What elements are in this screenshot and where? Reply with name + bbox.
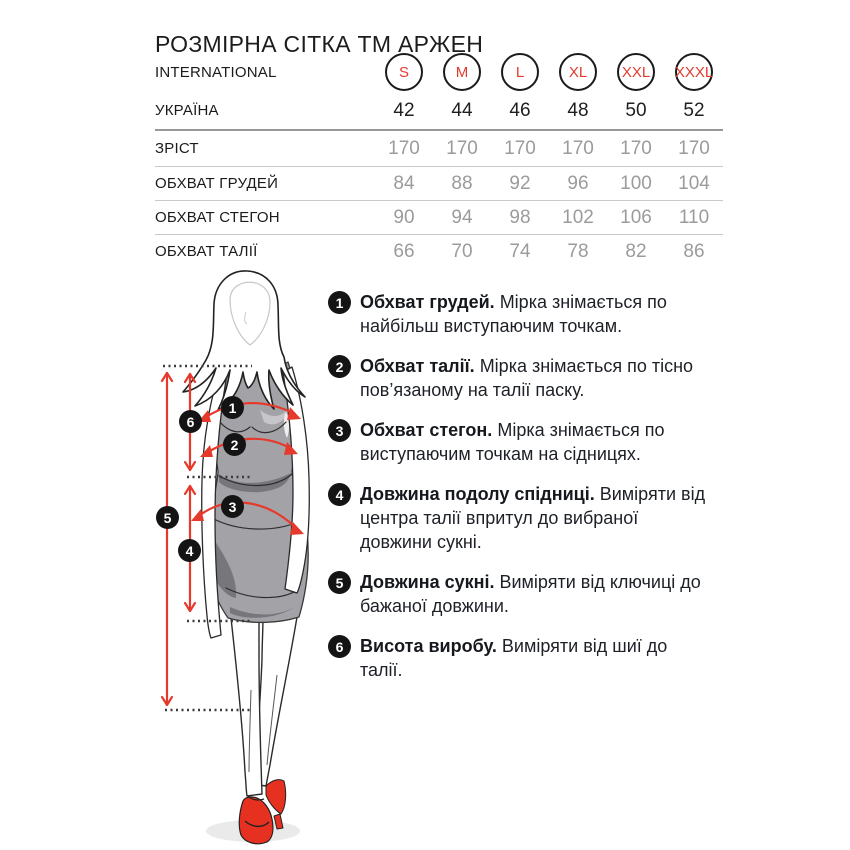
table-cell: 88	[451, 172, 473, 194]
legend-term: Довжина сукні.	[360, 572, 495, 592]
row-label: УКРАЇНА	[155, 102, 219, 119]
legend-text	[360, 418, 712, 466]
table-cell: 104	[678, 172, 710, 194]
legend-term: Довжина подолу спідниці.	[360, 484, 595, 504]
table-cell: 70	[451, 240, 473, 262]
legend-description: Мірка знімається по тісно пов’язаному на талії паску.	[360, 356, 694, 400]
size-table	[155, 52, 723, 268]
table-cell: 42	[393, 99, 415, 121]
row-label: ОБХВАТ СТЕГОН	[155, 209, 280, 226]
table-cell: 86	[683, 240, 705, 262]
table-cell: 170	[446, 137, 478, 159]
table-cell: 66	[393, 240, 415, 262]
size-circle-cell	[491, 53, 549, 91]
legend-description: Виміряти від ключиці до бажаної довжини.	[360, 572, 701, 616]
table-cell: 92	[509, 172, 531, 194]
legend-number-bullet: 1	[328, 291, 351, 314]
table-row	[155, 52, 723, 92]
table-cell: 74	[509, 240, 531, 262]
legend-text	[360, 570, 712, 618]
size-table-head	[155, 52, 723, 131]
table-row	[155, 167, 723, 201]
table-cell: 78	[567, 240, 589, 262]
row-label: ОБХВАТ ГРУДЕЙ	[155, 175, 279, 192]
legend-description: Виміряти від шиї до талії.	[360, 636, 668, 680]
row-label: ЗРІСТ	[155, 140, 199, 157]
legend-item	[328, 418, 712, 466]
legend-number-bullet: 3	[328, 419, 351, 442]
size-circle: XL	[559, 53, 597, 91]
table-row	[155, 131, 723, 167]
measurement-legend	[328, 290, 712, 682]
row-label: ОБХВАТ ТАЛІЇ	[155, 243, 258, 260]
size-circle-cell	[607, 53, 665, 91]
size-circle-cell	[665, 53, 723, 91]
size-circle: S	[385, 53, 423, 91]
legend-number-bullet: 4	[328, 483, 351, 506]
row-label: INTERNATIONAL	[155, 63, 277, 81]
figure-marker-2: 2	[223, 433, 246, 456]
table-cell: 170	[620, 137, 652, 159]
table-cell: 44	[451, 99, 473, 121]
legend-item	[328, 290, 712, 338]
figure-marker-3: 3	[221, 495, 244, 518]
table-cell: 170	[504, 137, 536, 159]
table-cell: 170	[678, 137, 710, 159]
size-circle-cell	[433, 53, 491, 91]
legend-description: Мірка знімається по найбільш виступаючим точкам.	[360, 292, 667, 336]
table-cell: 48	[567, 99, 589, 121]
table-cell: 94	[451, 206, 473, 228]
legend-term: Обхват талії.	[360, 356, 475, 376]
legend-description: Виміряти від центра талії впритул до вибраної довжини сукні.	[360, 484, 706, 552]
measurement-figure-illustration	[140, 260, 340, 850]
table-cell: 170	[562, 137, 594, 159]
size-circle-cell	[549, 53, 607, 91]
legend-term: Висота виробу.	[360, 636, 497, 656]
size-circle-cell	[375, 53, 433, 91]
table-cell: 82	[625, 240, 647, 262]
table-cell: 46	[509, 99, 531, 121]
legend-text	[360, 634, 712, 682]
legs	[231, 617, 297, 796]
table-cell: 90	[393, 206, 415, 228]
legend-term: Обхват стегон.	[360, 420, 493, 440]
figure-marker-1: 1	[221, 396, 244, 419]
figure-marker-6: 6	[179, 410, 202, 433]
legend-item	[328, 634, 712, 682]
size-circle: XXL	[617, 53, 655, 91]
legend-item	[328, 354, 712, 402]
legend-item	[328, 570, 712, 618]
size-circle: L	[501, 53, 539, 91]
table-row	[155, 201, 723, 235]
page-title: РОЗМІРНА СІТКА ТМ АРЖЕН	[155, 31, 484, 58]
size-circle: XXXL	[675, 53, 713, 91]
legend-item	[328, 482, 712, 554]
legend-text	[360, 482, 712, 554]
figure-marker-4: 4	[178, 539, 201, 562]
legend-text	[360, 354, 712, 402]
table-row	[155, 92, 723, 129]
table-cell: 110	[678, 206, 710, 228]
size-table-body	[155, 131, 723, 268]
figure-marker-5: 5	[156, 506, 179, 529]
size-circle: M	[443, 53, 481, 91]
table-cell: 170	[388, 137, 420, 159]
legend-term: Обхват грудей.	[360, 292, 495, 312]
table-cell: 106	[620, 206, 652, 228]
table-cell: 98	[509, 206, 531, 228]
table-cell: 102	[562, 206, 594, 228]
table-cell: 96	[567, 172, 589, 194]
table-cell: 84	[393, 172, 415, 194]
legend-text	[360, 290, 712, 338]
legend-description: Мірка знімається по виступаючим точкам на сідницях.	[360, 420, 665, 464]
table-cell: 52	[683, 99, 705, 121]
legend-number-bullet: 2	[328, 355, 351, 378]
legend-number-bullet: 6	[328, 635, 351, 658]
legend-number-bullet: 5	[328, 571, 351, 594]
table-cell: 50	[625, 99, 647, 121]
table-cell: 100	[620, 172, 652, 194]
